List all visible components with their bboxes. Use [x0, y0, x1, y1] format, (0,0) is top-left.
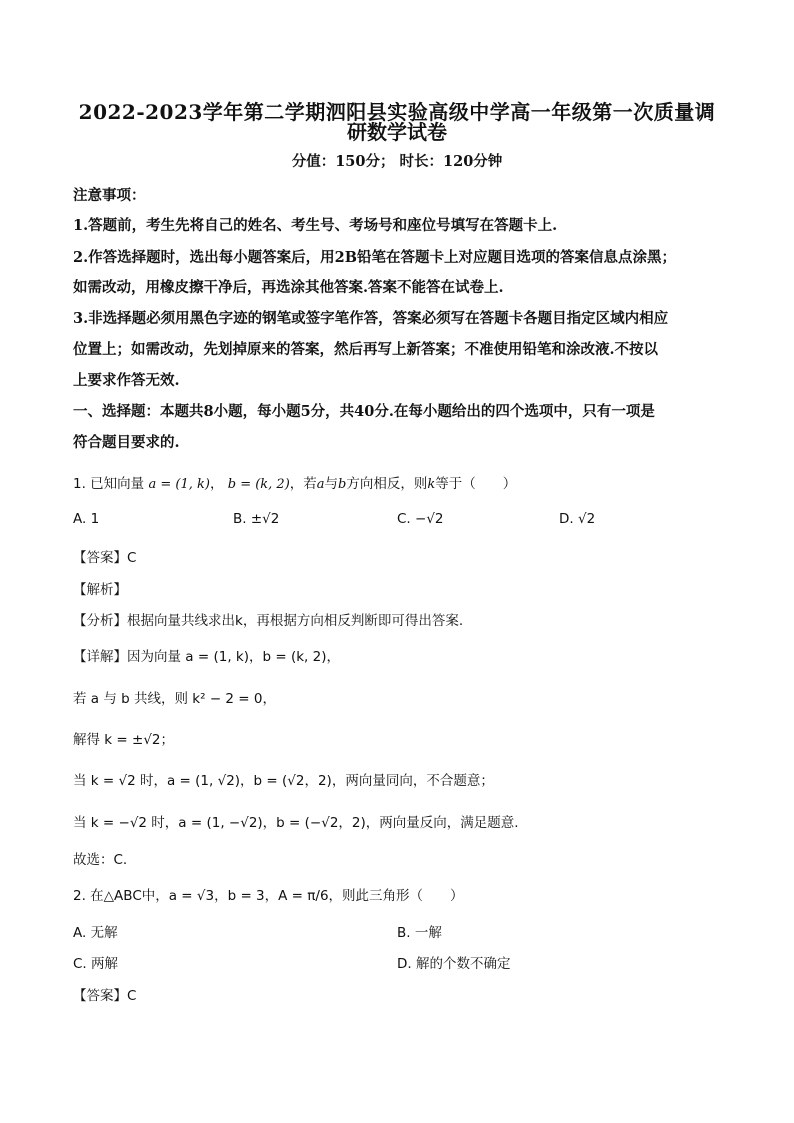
q1-analysis-tag: 【解析】 — [73, 582, 127, 598]
q2-option-c: C. 两解 — [73, 956, 119, 972]
q1-detail-1 — [73, 645, 340, 665]
notice-3: 3.非选择题必须用黑色字迹的钢笔或签字笔作答，答案必须写在答题卡各题目指定区域内相应 — [73, 310, 669, 327]
q1-fenxi-text: 根据向量共线求出k，再根据方向相反判断即可得出答案. — [127, 613, 464, 629]
q1-step-1: 因为向量 a = (1, k)，b = (k, 2)， — [127, 649, 340, 665]
notice-3-cont1: 位置上；如需改动，先划掉原来的答案，然后再写上新答案；不准使用铅笔和涂改液.不按以 — [73, 341, 659, 358]
exam-title-line1: 2022-2023学年第二学期泗阳县实验高级中学高一年级第一次质量调 — [78, 100, 716, 124]
exam-meta: 分值：150分； 时长：120分钟 — [291, 153, 503, 170]
q2-stem: 2. 在△ABC中，a = √3，b = 3，A = π/6，则此三角形（ ） — [73, 888, 464, 904]
q1-k: k — [427, 477, 436, 492]
notice-heading: 注意事项： — [73, 187, 146, 204]
q1-step-5: 当 k = −√2 时，a = (1, −√2)，b = (−√2，2)，两向量反向，满足题意. — [73, 815, 519, 831]
exam-title-line2: 研数学试卷 — [347, 120, 447, 144]
q1-end: 等于（ ） — [435, 476, 517, 492]
q1-vector-b: b — [338, 477, 347, 492]
q1-option-a: A. 1 — [73, 511, 100, 527]
q1-mid: ，若 — [289, 476, 317, 492]
q1-step-2: 若 a 与 b 共线，则 k² − 2 = 0， — [73, 691, 276, 707]
q2-answer-tag: 【答案】 — [73, 988, 127, 1004]
section1-heading: 一、选择题：本题共8小题，每小题5分，共40分.在每小题给出的四个选项中，只有一项是 — [73, 403, 655, 420]
q1-sep: ， — [209, 476, 224, 492]
q1-option-b: B. ±√2 — [233, 511, 280, 527]
q1-answer-tag: 【答案】 — [73, 550, 127, 566]
notice-1: 1.答题前，考生先将自己的姓名、考生号、考场号和座位号填写在答题卡上. — [73, 217, 558, 234]
q1-answer — [73, 546, 136, 566]
q2-answer-value: C — [127, 988, 137, 1004]
q2-option-d: D. 解的个数不确定 — [397, 956, 511, 972]
q1-vector-a: a — [316, 477, 325, 492]
q1-vector-b-def: b = (k, 2) — [227, 477, 290, 492]
q1-vector-a-def: a = (1, k) — [148, 477, 210, 492]
q1-step-4: 当 k = √2 时，a = (1, √2)，b = (√2，2)，两向量同向，不合题意； — [73, 773, 494, 789]
notice-2: 2.作答选择题时，选出每小题答案后，用2B铅笔在答题卡上对应题目选项的答案信息点涂黑； — [73, 249, 676, 266]
q1-answer-value: C — [127, 550, 137, 566]
notice-2-cont: 如需改动，用橡皮擦干净后，再选涂其他答案.答案不能答在试卷上. — [73, 279, 504, 296]
q1-tail: 方向相反，则 — [346, 476, 428, 492]
q1-step-3: 解得 k = ±√2； — [73, 732, 175, 748]
q1-fenxi-tag: 【分析】 — [73, 613, 127, 629]
q1-step-6: 故选：C. — [73, 852, 128, 868]
q2-option-b: B. 一解 — [397, 925, 442, 941]
q1-option-c: C. −√2 — [397, 511, 444, 527]
q1-and: 与 — [324, 476, 339, 492]
q1-fenxi — [73, 609, 463, 629]
q1-option-d: D. √2 — [559, 511, 596, 527]
q2-option-a: A. 无解 — [73, 925, 118, 941]
q1-stem — [73, 472, 516, 492]
notice-3-cont2: 上要求作答无效. — [73, 372, 180, 389]
section1-heading-cont: 符合题目要求的. — [73, 434, 180, 451]
q2-answer — [73, 984, 136, 1004]
q1-prefix: 1. 已知向量 — [73, 476, 145, 492]
q1-detail-tag: 【详解】 — [73, 649, 127, 665]
